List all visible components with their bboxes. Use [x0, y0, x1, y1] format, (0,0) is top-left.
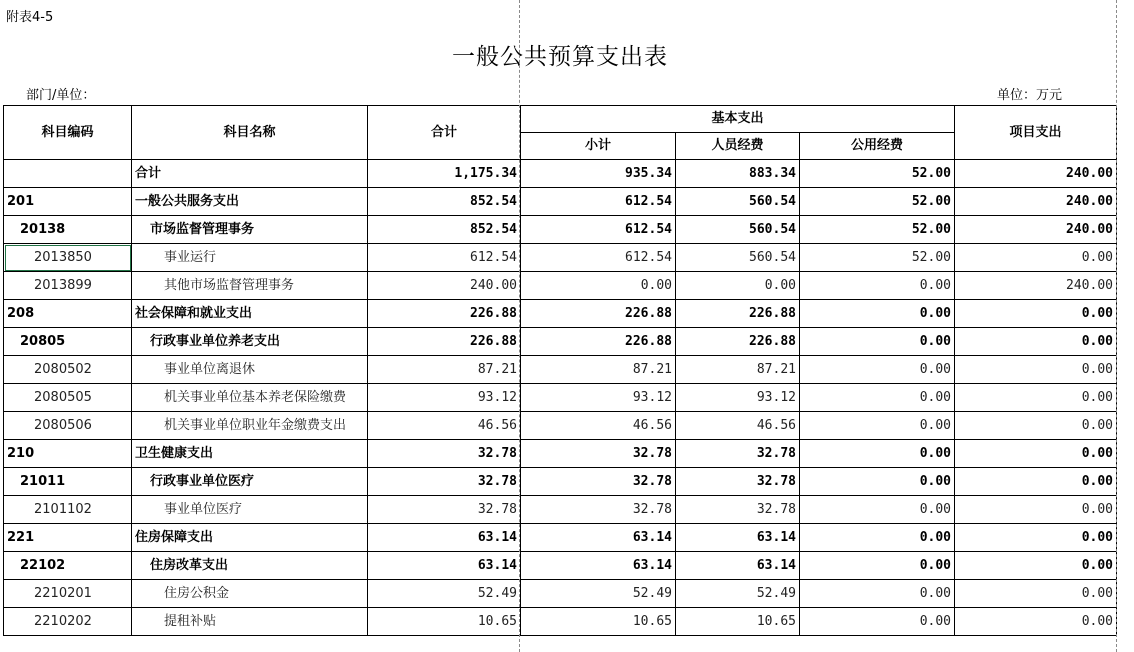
cell-total[interactable]: 52.49: [368, 580, 521, 608]
cell-personnel[interactable]: 63.14: [676, 524, 800, 552]
cell-subtotal[interactable]: 63.14: [521, 524, 676, 552]
table-row: [4, 552, 1117, 580]
cell-code[interactable]: 2101102: [4, 496, 132, 524]
cell-total[interactable]: 32.78: [368, 468, 521, 496]
cell-subtotal[interactable]: 46.56: [521, 412, 676, 440]
cell-project[interactable]: 0.00: [955, 300, 1117, 328]
cell-project[interactable]: 240.00: [955, 188, 1117, 216]
cell-total[interactable]: 87.21: [368, 356, 521, 384]
cell-total[interactable]: 63.14: [368, 524, 521, 552]
cell-personnel[interactable]: 63.14: [676, 552, 800, 580]
table-row: [4, 468, 1117, 496]
unit-label: 单位：万元: [997, 88, 1063, 103]
cell-code[interactable]: 201: [4, 188, 132, 216]
cell-total[interactable]: 226.88: [368, 328, 521, 356]
cell-total[interactable]: 226.88: [368, 300, 521, 328]
cell-total[interactable]: 93.12: [368, 384, 521, 412]
cell-subtotal[interactable]: 0.00: [521, 272, 676, 300]
cell-name[interactable]: 一般公共服务支出: [132, 188, 368, 216]
cell-public[interactable]: 0.00: [800, 272, 955, 300]
cell-code[interactable]: 2080506: [4, 412, 132, 440]
cell-name[interactable]: 住房公积金: [132, 580, 368, 608]
cell-name[interactable]: 行政事业单位养老支出: [132, 328, 368, 356]
cell-subtotal[interactable]: 10.65: [521, 608, 676, 636]
cell-total[interactable]: 240.00: [368, 272, 521, 300]
cell-subtotal[interactable]: 87.21: [521, 356, 676, 384]
cell-total[interactable]: 612.54: [368, 244, 521, 272]
cell-public[interactable]: 0.00: [800, 384, 955, 412]
cell-name[interactable]: 提租补贴: [132, 608, 368, 636]
cell-project[interactable]: 240.00: [955, 272, 1117, 300]
cell-subtotal[interactable]: 32.78: [521, 440, 676, 468]
cell-personnel[interactable]: 87.21: [676, 356, 800, 384]
cell-name[interactable]: 其他市场监督管理事务: [132, 272, 368, 300]
table-row: [4, 524, 1117, 552]
cell-project[interactable]: 0.00: [955, 440, 1117, 468]
cell-code[interactable]: 22102: [4, 552, 132, 580]
cell-personnel[interactable]: 32.78: [676, 496, 800, 524]
table-row: [4, 328, 1117, 356]
header-basic[interactable]: 基本支出: [521, 106, 955, 133]
table-row: [4, 216, 1117, 244]
cell-public[interactable]: 52.00: [800, 244, 955, 272]
header-project[interactable]: 项目支出: [955, 106, 1117, 160]
cell-personnel[interactable]: 46.56: [676, 412, 800, 440]
cell-subtotal[interactable]: 226.88: [521, 328, 676, 356]
cell-name[interactable]: 机关事业单位基本养老保险缴费: [132, 384, 368, 412]
cell-total[interactable]: 1,175.34: [368, 160, 521, 188]
cell-project[interactable]: 0.00: [955, 524, 1117, 552]
cell-total[interactable]: 63.14: [368, 552, 521, 580]
cell-project[interactable]: 0.00: [955, 244, 1117, 272]
cell-public[interactable]: 0.00: [800, 608, 955, 636]
cell-project[interactable]: 240.00: [955, 160, 1117, 188]
cell-code[interactable]: [4, 160, 132, 188]
cell-project[interactable]: 0.00: [955, 412, 1117, 440]
cell-code[interactable]: 2080502: [4, 356, 132, 384]
table-row: [4, 412, 1117, 440]
annex-label: 附表4-5: [6, 10, 54, 25]
cell-public[interactable]: 0.00: [800, 440, 955, 468]
cell-code[interactable]: 2080505: [4, 384, 132, 412]
table-row: [4, 160, 1117, 188]
cell-personnel[interactable]: 93.12: [676, 384, 800, 412]
cell-total[interactable]: 32.78: [368, 496, 521, 524]
cell-code[interactable]: 2013899: [4, 272, 132, 300]
cell-project[interactable]: 240.00: [955, 216, 1117, 244]
cell-subtotal[interactable]: 612.54: [521, 244, 676, 272]
table-row: [4, 272, 1117, 300]
cell-code[interactable]: 221: [4, 524, 132, 552]
cell-code[interactable]: 2013850: [4, 244, 132, 272]
cell-public[interactable]: 0.00: [800, 496, 955, 524]
cell-personnel[interactable]: 32.78: [676, 468, 800, 496]
cell-subtotal[interactable]: 226.88: [521, 300, 676, 328]
cell-code[interactable]: 210: [4, 440, 132, 468]
cell-name[interactable]: 机关事业单位职业年金缴费支出: [132, 412, 368, 440]
cell-name[interactable]: 住房改革支出: [132, 552, 368, 580]
cell-code[interactable]: 208: [4, 300, 132, 328]
header-code[interactable]: 科目编码: [4, 106, 132, 160]
cell-name[interactable]: 行政事业单位医疗: [132, 468, 368, 496]
cell-personnel[interactable]: 560.54: [676, 244, 800, 272]
cell-project[interactable]: 0.00: [955, 356, 1117, 384]
cell-personnel[interactable]: 52.49: [676, 580, 800, 608]
cell-name[interactable]: 社会保障和就业支出: [132, 300, 368, 328]
cell-public[interactable]: 52.00: [800, 216, 955, 244]
cell-subtotal[interactable]: 63.14: [521, 552, 676, 580]
cell-subtotal[interactable]: 612.54: [521, 216, 676, 244]
cell-project[interactable]: 0.00: [955, 608, 1117, 636]
cell-total[interactable]: 852.54: [368, 216, 521, 244]
dept-label: 部门/单位：: [26, 88, 96, 103]
header-personnel[interactable]: 人员经费: [676, 133, 800, 160]
cell-code[interactable]: 21011: [4, 468, 132, 496]
header-total[interactable]: 合计: [368, 106, 521, 160]
table-row: [4, 580, 1117, 608]
page-title: 一般公共预算支出表: [452, 44, 668, 70]
cell-name[interactable]: 市场监督管理事务: [132, 216, 368, 244]
cell-name[interactable]: 住房保障支出: [132, 524, 368, 552]
cell-public[interactable]: 0.00: [800, 580, 955, 608]
cell-public[interactable]: 0.00: [800, 412, 955, 440]
cell-subtotal[interactable]: 935.34: [521, 160, 676, 188]
cell-subtotal[interactable]: 52.49: [521, 580, 676, 608]
cell-personnel[interactable]: 32.78: [676, 440, 800, 468]
cell-public[interactable]: 0.00: [800, 524, 955, 552]
cell-public[interactable]: 0.00: [800, 356, 955, 384]
cell-total[interactable]: 32.78: [368, 440, 521, 468]
cell-personnel[interactable]: 0.00: [676, 272, 800, 300]
header-public[interactable]: 公用经费: [800, 133, 955, 160]
cell-code[interactable]: 2210202: [4, 608, 132, 636]
cell-personnel[interactable]: 883.34: [676, 160, 800, 188]
cell-project[interactable]: 0.00: [955, 580, 1117, 608]
cell-personnel[interactable]: 10.65: [676, 608, 800, 636]
table-row: [4, 188, 1117, 216]
header-name[interactable]: 科目名称: [132, 106, 368, 160]
cell-project[interactable]: 0.00: [955, 384, 1117, 412]
cell-name[interactable]: 合计: [132, 160, 368, 188]
table-row: [4, 440, 1117, 468]
cell-public[interactable]: 0.00: [800, 468, 955, 496]
cell-personnel[interactable]: 226.88: [676, 328, 800, 356]
cell-name[interactable]: 事业运行: [132, 244, 368, 272]
page-break-line: [519, 0, 520, 652]
cell-personnel[interactable]: 560.54: [676, 216, 800, 244]
cell-project[interactable]: 0.00: [955, 552, 1117, 580]
cell-total[interactable]: 10.65: [368, 608, 521, 636]
cell-public[interactable]: 0.00: [800, 328, 955, 356]
table-row: [4, 496, 1117, 524]
cell-code[interactable]: 2210201: [4, 580, 132, 608]
cell-name[interactable]: 事业单位医疗: [132, 496, 368, 524]
cell-personnel[interactable]: 226.88: [676, 300, 800, 328]
table-row: [4, 384, 1117, 412]
cell-total[interactable]: 852.54: [368, 188, 521, 216]
cell-subtotal[interactable]: 93.12: [521, 384, 676, 412]
cell-public[interactable]: 52.00: [800, 160, 955, 188]
cell-project[interactable]: 0.00: [955, 328, 1117, 356]
table-row: [4, 300, 1117, 328]
cell-subtotal[interactable]: 32.78: [521, 468, 676, 496]
cell-code[interactable]: 20138: [4, 216, 132, 244]
cell-project[interactable]: 0.00: [955, 496, 1117, 524]
cell-subtotal[interactable]: 32.78: [521, 496, 676, 524]
cell-subtotal[interactable]: 612.54: [521, 188, 676, 216]
cell-public[interactable]: 0.00: [800, 300, 955, 328]
cell-project[interactable]: 0.00: [955, 468, 1117, 496]
budget-table: [3, 105, 1117, 636]
cell-public[interactable]: 0.00: [800, 552, 955, 580]
page-break-line: [1116, 0, 1117, 652]
cell-name[interactable]: 事业单位离退休: [132, 356, 368, 384]
table-row: [4, 608, 1117, 636]
cell-name[interactable]: 卫生健康支出: [132, 440, 368, 468]
cell-code[interactable]: 20805: [4, 328, 132, 356]
cell-total[interactable]: 46.56: [368, 412, 521, 440]
header-subtotal[interactable]: 小计: [521, 133, 676, 160]
cell-personnel[interactable]: 560.54: [676, 188, 800, 216]
table-row: [4, 244, 1117, 272]
cell-public[interactable]: 52.00: [800, 188, 955, 216]
table-body: [4, 160, 1117, 636]
table-row: [4, 356, 1117, 384]
